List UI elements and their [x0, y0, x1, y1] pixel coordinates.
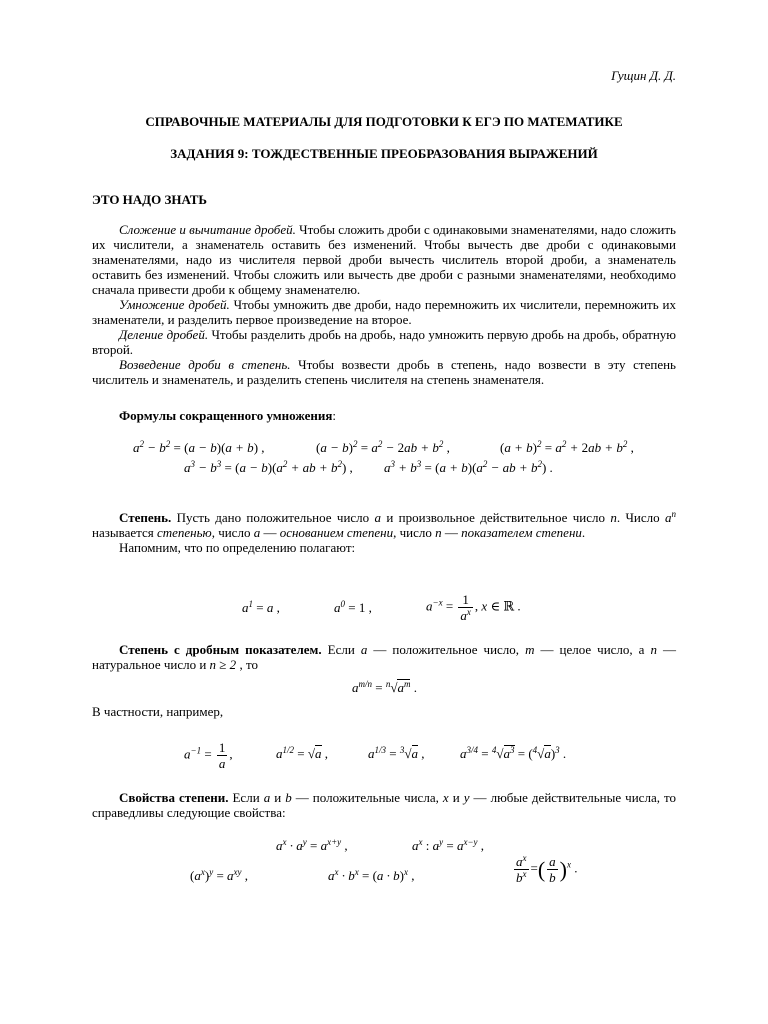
formula-square-sum: $(a + b)^2 = a^2 + 2ab + b^2$ , — [500, 439, 634, 455]
document-title: СПРАВОЧНЫЕ МАТЕРИАЛЫ ДЛЯ ПОДГОТОВКИ К ЕГЭ ПО МАТЕМАТИКЕ — [145, 114, 623, 129]
property-product-power: $a^x \cdot b^x = (a \cdot b)^x$ , — [328, 867, 415, 883]
rule-pow: Возведение дроби в степень. Чтобы возвести дробь в степень, надо возвести в эту степень числитель и знаменатель, и разделить степень числителя на степень знаменателя. — [92, 357, 676, 387]
degree-properties: Свойства степени. Если a и b — положительные числа, x и y — любые действительные числа, то справедливы следующие свойства: — [92, 790, 677, 820]
document-subtitle: ЗАДАНИЯ 9: ТОЖДЕСТВЕННЫЕ ПРЕОБРАЗОВАНИЯ ВЫРАЖЕНИЙ — [170, 146, 598, 161]
formula-a1: $a^1 = a$ , — [242, 599, 280, 615]
property-product: $a^x \cdot a^y = a^{x+y}$ , — [276, 837, 348, 853]
rule-add: Сложение и вычитание дробей. Чтобы сложить дроби с одинаковыми знаменателями, надо сложить их числители, а знаменатель оставить без изменений. Чтобы вычесть две дроби с одинаковыми знаменателями, надо из числителя первой дроби вычесть числитель второй дроби, а знаменатель оставить без изменений. Чтобы сложить или вычесть две дроби с разными знаменателями, необходимо сначала привести дроби к общему знаменателю. — [92, 222, 676, 297]
rule-div: Деление дробей. Чтобы разделить дробь на дробь, надо умножить первую дробь на дробь, обратную второй. — [92, 327, 677, 357]
section-heading: ЭТО НАДО ЗНАТЬ — [92, 192, 207, 207]
example-inverse: $a^{-1}$ = $\frac{1}{a}$ , — [184, 740, 233, 771]
formula-diff-cubes: $a^3 - b^3 = (a - b)(a^2$ + ab + $b^2$) , — [184, 459, 353, 475]
property-quotient: $a^x$ : $a^y = a^{x-y}$ , — [412, 837, 485, 853]
formula-square-diff: $(a - b)^2 = a^2 - 2ab + b^2$ , — [316, 439, 450, 455]
fractional-degree: Степень с дробным показателем. Если a — положительное число, m — целое число, а n — натуральное число и n ≥ 2 , то — [92, 642, 676, 672]
fractions-rules — [92, 222, 676, 387]
example-fourth-root: $a^{3/4} = ^4√a^3 = (^4√a)^3$ . — [460, 745, 567, 761]
rule-mul: Умножение дробей. Чтобы умножить две дроби, надо перемножить их числители, перемножить их знаменатели, и разделить первое произведение на второе. — [92, 297, 676, 327]
formula-frac-power: $a^{m/n} = ^n√a^m$ . — [352, 679, 417, 695]
formula-sum-cubes: $a^3 + b^3 = (a + b)(a^2$ − ab + $b^2$) . — [384, 459, 553, 475]
property-quotient-power: $\frac{a^x}{b^x}$ =( $\frac{a}{b}$ )$^x$ . — [516, 853, 578, 885]
formula-diff-squares: $a^2 - b^2 = (a - b)(a + b)$ , — [133, 439, 265, 455]
property-power-of-power: $(a^x)^y = a^{xy}$ , — [190, 867, 249, 883]
example-sqrt: $a^{1/2} = √a$ , — [276, 745, 328, 761]
degree-definition: Степень. Пусть дано положительное число a и произвольное действительное число n. Число $a^n$ называется степенью, число a — основанием степени, число n — показателем степени. Напомним, что по определению полагают: — [92, 509, 676, 555]
recall-text: Напомним, что по определению полагают: — [119, 540, 356, 555]
author: Гущин Д. Д. — [611, 68, 676, 83]
example-cbrt: $a^{1/3} = ^3√a$ , — [368, 745, 425, 761]
formulas-heading: Формулы сокращенного умножения: — [119, 408, 336, 423]
formula-a-negx: $a^{-x}$ = $\frac{1}{a^x}$ , x ∈ ℝ . — [426, 592, 521, 623]
example-heading: В частности, например, — [92, 704, 224, 719]
formula-a0: $a^0 = 1$ , — [334, 599, 372, 615]
